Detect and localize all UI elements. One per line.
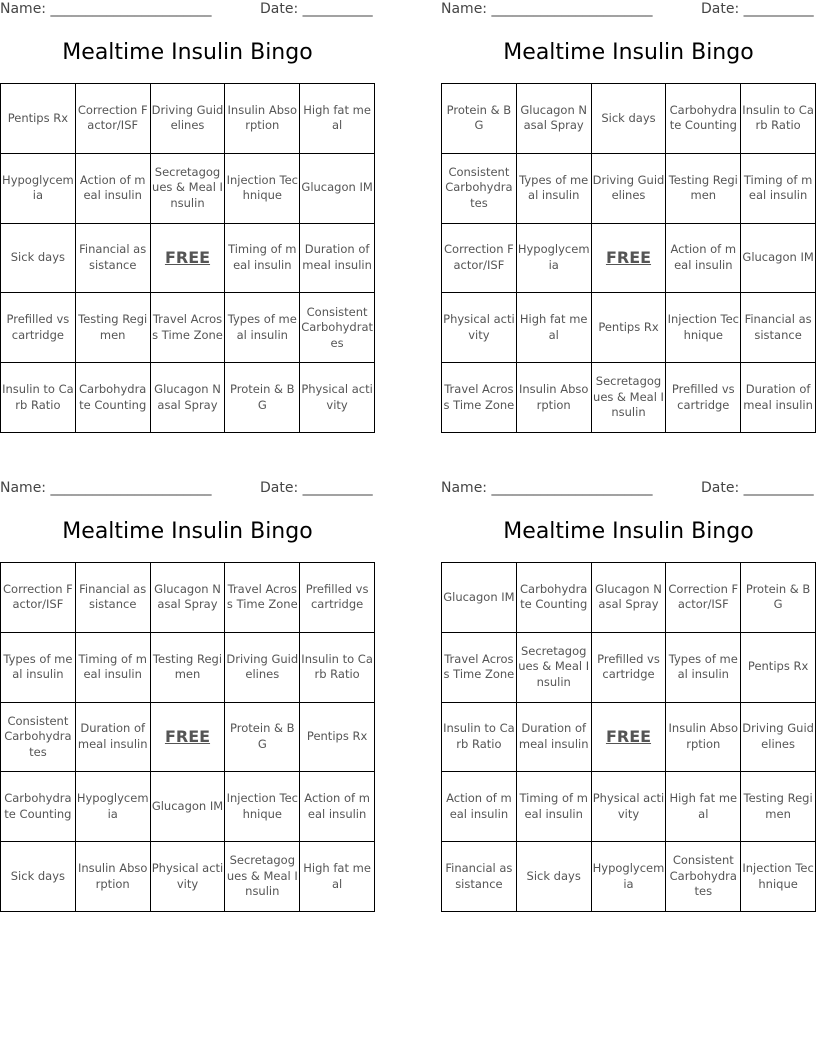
bingo-cell-label: Consistent Carbohydrates xyxy=(301,304,374,350)
bingo-cell xyxy=(1,293,76,363)
bingo-cell xyxy=(151,633,226,703)
bingo-cell-label: Injection Technique xyxy=(667,312,739,342)
bingo-cell xyxy=(741,224,816,294)
bingo-cell-label: Testing Regimen xyxy=(743,791,813,821)
bingo-cell xyxy=(76,633,151,703)
bingo-cell xyxy=(225,633,300,703)
bingo-cell-label: Secretagogues & Meal Insulin xyxy=(593,374,664,420)
bingo-cell-label: Sick days xyxy=(601,110,656,125)
bingo-cell xyxy=(151,842,226,912)
bingo-cell xyxy=(666,363,741,433)
bingo-cell xyxy=(76,224,151,294)
bingo-cell xyxy=(76,293,151,363)
bingo-cell-label: Prefilled vs cartridge xyxy=(305,581,369,612)
bingo-cell xyxy=(300,224,375,294)
bingo-cell-label: Duration of meal insulin xyxy=(743,382,813,412)
bingo-cell xyxy=(592,633,667,703)
bingo-cell xyxy=(151,293,226,363)
bingo-cell-label: Glucagon IM xyxy=(443,589,515,604)
free-space xyxy=(592,224,667,294)
bingo-cell xyxy=(666,293,741,363)
date-field: Date: __________ xyxy=(701,1,814,17)
bingo-cell-label: Injection Technique xyxy=(226,172,298,203)
bingo-cell-label: Carbohydrate Counting xyxy=(669,102,737,133)
bingo-cell-label: Travel Across Time Zone xyxy=(226,581,298,612)
bingo-cell-label: Travel Across Time Zone xyxy=(152,312,223,342)
bingo-cell-label: Insulin to Carb Ratio xyxy=(742,102,814,133)
bingo-grid xyxy=(0,562,375,912)
free-space-label: FREE xyxy=(164,727,211,747)
bingo-cell xyxy=(442,84,517,154)
bingo-cell-label: Testing Regimen xyxy=(152,651,223,682)
bingo-cell-label: Driving Guidelines xyxy=(226,651,299,682)
bingo-cell-label: Timing of meal insulin xyxy=(228,242,297,272)
bingo-cell xyxy=(1,842,76,912)
bingo-cell-label: Injection Technique xyxy=(742,861,814,891)
bingo-cell xyxy=(225,84,300,154)
date-field: Date: __________ xyxy=(260,480,373,496)
bingo-cell-label: High fat meal xyxy=(303,102,371,133)
bingo-cell-label: Correction Factor/ISF xyxy=(3,581,73,612)
bingo-cell xyxy=(76,363,151,433)
bingo-cell xyxy=(442,703,517,773)
bingo-cell xyxy=(151,772,226,842)
bingo-cell-label: Driving Guidelines xyxy=(151,102,224,133)
bingo-cell-label: Duration of meal insulin xyxy=(302,242,372,272)
bingo-cell xyxy=(592,293,667,363)
bingo-cell xyxy=(666,842,741,912)
bingo-cell xyxy=(225,772,300,842)
bingo-cell xyxy=(300,293,375,363)
free-space xyxy=(151,224,226,294)
bingo-cell xyxy=(1,633,76,703)
bingo-cell-label: Insulin to Carb Ratio xyxy=(443,721,515,751)
bingo-cell xyxy=(517,224,592,294)
bingo-cell xyxy=(151,84,226,154)
bingo-cell-label: Glucagon IM xyxy=(151,799,224,814)
bingo-cell xyxy=(300,772,375,842)
bingo-cell xyxy=(517,154,592,224)
bingo-cell-label: Action of meal insulin xyxy=(446,791,512,821)
bingo-cell xyxy=(76,154,151,224)
bingo-cell xyxy=(442,842,517,912)
bingo-cell xyxy=(1,703,76,773)
bingo-cell-label: Secretagogues & Meal Insulin xyxy=(518,643,590,689)
bingo-cell-label: Financial assistance xyxy=(79,581,147,612)
bingo-cell-label: Action of meal insulin xyxy=(79,172,146,203)
bingo-cell xyxy=(592,772,667,842)
card-title: Mealtime Insulin Bingo xyxy=(503,519,754,544)
bingo-cell xyxy=(517,84,592,154)
bingo-cell-label: Correction Factor/ISF xyxy=(444,242,514,272)
bingo-cell-label: Travel Across Time Zone xyxy=(443,382,515,412)
bingo-cell-label: Glucagon IM xyxy=(742,250,814,265)
bingo-cell xyxy=(1,363,76,433)
bingo-cell-label: Prefilled vs cartridge xyxy=(671,382,735,412)
bingo-cell-label: Consistent Carbohydrates xyxy=(445,164,513,210)
bingo-cell xyxy=(592,842,667,912)
bingo-cell-label: Prefilled vs cartridge xyxy=(597,651,660,682)
bingo-cell xyxy=(300,703,375,773)
bingo-cell xyxy=(442,224,517,294)
bingo-cell xyxy=(741,84,816,154)
bingo-cell-label: Sick days xyxy=(10,868,66,883)
bingo-cell-label: Insulin Absorption xyxy=(227,102,298,133)
bingo-cell-label: High fat meal xyxy=(519,312,588,342)
bingo-cell xyxy=(300,633,375,703)
bingo-cell xyxy=(300,363,375,433)
bingo-cell-label: Correction Factor/ISF xyxy=(77,102,148,133)
free-space xyxy=(592,703,667,773)
bingo-cell xyxy=(517,633,592,703)
bingo-cell-label: Physical activity xyxy=(151,861,224,891)
bingo-cell-label: Glucagon Nasal Spray xyxy=(154,581,221,612)
bingo-cell-label: Hypoglycemia xyxy=(2,172,74,203)
bingo-cell xyxy=(666,563,741,633)
bingo-cell-label: Financial assistance xyxy=(445,861,513,891)
bingo-cell-label: Glucagon Nasal Spray xyxy=(154,382,221,412)
bingo-cell-label: Testing Regimen xyxy=(78,312,148,342)
bingo-cell xyxy=(76,84,151,154)
bingo-cell-label: Carbohydrate Counting xyxy=(520,581,588,612)
bingo-cell-label: High fat meal xyxy=(303,861,371,891)
bingo-grid xyxy=(441,83,816,433)
bingo-cell-label: Physical activity xyxy=(301,382,373,412)
bingo-cell-label: Glucagon Nasal Spray xyxy=(595,581,662,612)
bingo-cell xyxy=(151,563,226,633)
bingo-cell xyxy=(225,563,300,633)
bingo-cell xyxy=(1,84,76,154)
bingo-cell-label: High fat meal xyxy=(669,791,738,821)
bingo-cell-label: Action of meal insulin xyxy=(670,242,737,272)
bingo-cell-label: Glucagon IM xyxy=(301,180,373,195)
name-field: Name: _______________________ xyxy=(441,480,653,496)
card-title: Mealtime Insulin Bingo xyxy=(62,40,313,65)
bingo-cell-label: Protein & BG xyxy=(745,581,811,612)
bingo-cell xyxy=(225,224,300,294)
bingo-cell-label: Duration of meal insulin xyxy=(518,721,589,751)
bingo-cell xyxy=(666,772,741,842)
free-space-label: FREE xyxy=(605,248,652,268)
bingo-cell xyxy=(666,633,741,703)
bingo-cell-label: Sick days xyxy=(10,250,66,265)
bingo-cell xyxy=(76,563,151,633)
bingo-cell xyxy=(442,363,517,433)
bingo-cell-label: Timing of meal insulin xyxy=(743,172,813,203)
bingo-cell xyxy=(300,154,375,224)
bingo-cell-label: Types of meal insulin xyxy=(519,172,589,203)
date-field: Date: __________ xyxy=(260,1,373,17)
bingo-cell-label: Pentips Rx xyxy=(598,320,659,335)
name-field: Name: _______________________ xyxy=(0,480,212,496)
bingo-cell-label: Pentips Rx xyxy=(306,729,368,744)
bingo-cell-label: Travel Across Time Zone xyxy=(443,651,515,682)
bingo-cell xyxy=(225,842,300,912)
bingo-cell-label: Secretagogues & Meal Insulin xyxy=(226,853,298,899)
bingo-cell xyxy=(76,772,151,842)
bingo-cell xyxy=(741,154,816,224)
bingo-cell xyxy=(442,563,517,633)
bingo-cell-label: Injection Technique xyxy=(226,791,298,821)
bingo-cell xyxy=(300,842,375,912)
bingo-cell-label: Glucagon Nasal Spray xyxy=(520,102,588,133)
bingo-cell-label: Protein & BG xyxy=(230,382,295,412)
bingo-cell xyxy=(592,154,667,224)
bingo-cell-label: Protein & BG xyxy=(446,102,512,133)
bingo-cell-label: Hypoglycemia xyxy=(76,791,149,821)
bingo-cell xyxy=(225,703,300,773)
bingo-cell-label: Physical activity xyxy=(592,791,665,821)
bingo-cell xyxy=(517,703,592,773)
bingo-cell xyxy=(300,84,375,154)
bingo-cell xyxy=(442,772,517,842)
bingo-cell-label: Insulin Absorption xyxy=(518,382,589,412)
bingo-cell xyxy=(741,633,816,703)
bingo-cell xyxy=(592,563,667,633)
bingo-cell-label: Driving Guidelines xyxy=(742,721,814,751)
bingo-cell xyxy=(517,363,592,433)
bingo-cell xyxy=(741,363,816,433)
bingo-cell xyxy=(1,154,76,224)
bingo-cell xyxy=(666,703,741,773)
bingo-cell xyxy=(1,772,76,842)
bingo-cell xyxy=(151,154,226,224)
bingo-cell-label: Timing of meal insulin xyxy=(78,651,147,682)
bingo-cell-label: Types of meal insulin xyxy=(3,651,73,682)
bingo-cell xyxy=(442,154,517,224)
bingo-cell-label: Financial assistance xyxy=(744,312,812,342)
bingo-cell-label: Insulin to Carb Ratio xyxy=(301,651,373,682)
bingo-cell xyxy=(741,772,816,842)
bingo-cell xyxy=(442,293,517,363)
bingo-cell xyxy=(1,224,76,294)
bingo-cell-label: Correction Factor/ISF xyxy=(668,581,739,612)
bingo-cell-label: Testing Regimen xyxy=(668,172,738,203)
bingo-cell xyxy=(517,293,592,363)
date-field: Date: __________ xyxy=(701,480,814,496)
card-title: Mealtime Insulin Bingo xyxy=(62,519,313,544)
name-field: Name: _______________________ xyxy=(441,1,653,17)
bingo-cell-label: Types of meal insulin xyxy=(227,312,297,342)
bingo-cell-label: Carbohydrate Counting xyxy=(79,382,147,412)
bingo-cell-label: Sick days xyxy=(526,868,581,883)
bingo-cell-label: Consistent Carbohydrates xyxy=(4,713,72,759)
bingo-cell xyxy=(225,293,300,363)
bingo-cell-label: Protein & BG xyxy=(230,721,295,751)
bingo-cell-label: Driving Guidelines xyxy=(592,172,665,203)
bingo-cell xyxy=(76,842,151,912)
bingo-cell-label: Pentips Rx xyxy=(7,110,69,125)
bingo-cell-label: Pentips Rx xyxy=(747,659,809,674)
free-space xyxy=(151,703,226,773)
bingo-cell xyxy=(225,363,300,433)
bingo-cell xyxy=(517,772,592,842)
bingo-cell-label: Hypoglycemia xyxy=(592,861,665,891)
bingo-grid xyxy=(0,83,375,433)
bingo-cell-label: Types of meal insulin xyxy=(668,651,738,682)
bingo-cell xyxy=(741,293,816,363)
bingo-cell-label: Carbohydrate Counting xyxy=(4,791,72,821)
bingo-cell-label: Financial assistance xyxy=(79,242,147,272)
bingo-cell xyxy=(517,842,592,912)
free-space-label: FREE xyxy=(605,727,652,747)
bingo-cell xyxy=(666,224,741,294)
bingo-cell-label: Hypoglycemia xyxy=(517,242,590,272)
bingo-cell xyxy=(300,563,375,633)
bingo-cell xyxy=(741,563,816,633)
bingo-cell-label: Secretagogues & Meal Insulin xyxy=(152,164,223,210)
bingo-cell xyxy=(666,154,741,224)
bingo-cell xyxy=(741,703,816,773)
bingo-cell-label: Insulin Absorption xyxy=(77,861,148,891)
bingo-cell xyxy=(225,154,300,224)
bingo-cell-label: Insulin to Carb Ratio xyxy=(2,382,74,412)
bingo-cell xyxy=(1,563,76,633)
bingo-cell xyxy=(517,563,592,633)
bingo-cell xyxy=(442,633,517,703)
bingo-cell-label: Insulin Absorption xyxy=(668,721,739,751)
bingo-cell xyxy=(592,84,667,154)
bingo-cell-label: Timing of meal insulin xyxy=(519,791,588,821)
bingo-cell xyxy=(76,703,151,773)
bingo-cell-label: Consistent Carbohydrates xyxy=(669,853,737,899)
bingo-cell-label: Action of meal insulin xyxy=(304,791,370,821)
name-field: Name: _______________________ xyxy=(0,1,212,17)
bingo-cell-label: Duration of meal insulin xyxy=(77,721,148,751)
free-space-label: FREE xyxy=(164,248,211,268)
bingo-cell-label: Physical activity xyxy=(443,312,515,342)
bingo-cell-label: Prefilled vs cartridge xyxy=(6,312,70,342)
bingo-grid xyxy=(441,562,816,912)
card-title: Mealtime Insulin Bingo xyxy=(503,40,754,65)
bingo-cell xyxy=(741,842,816,912)
bingo-cell xyxy=(592,363,667,433)
bingo-cell xyxy=(151,363,226,433)
bingo-cell xyxy=(666,84,741,154)
